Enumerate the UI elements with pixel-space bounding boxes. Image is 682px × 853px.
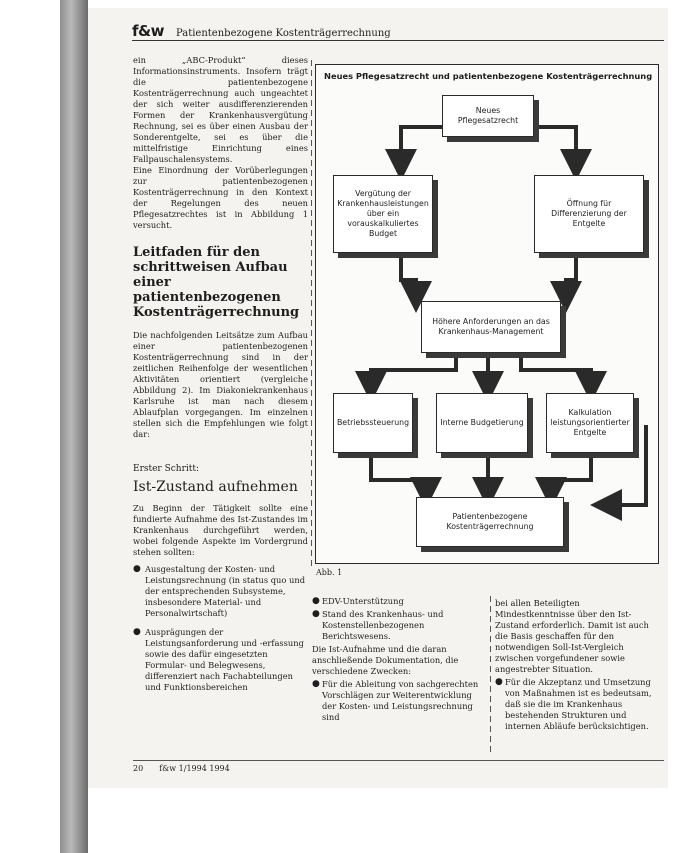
right-paragraph: bei allen Beteiligten Mindestkenntnisse über den Ist-Zustand erforderlich. Damit ist auch die Basis geschaffen für den notwendigen Soll-Ist-Vergleich zwischen vorgefundener sowie angestrebter Situation.: [495, 598, 649, 674]
intro-paragraph-2: Eine Einordnung der Vorüberlegungen zur patientenbezogenen Kostenträgerrechnung in den Kontext der Regelungen des neuen Pflegesatzrechtes ist in Abbildung 1 versucht.: [133, 165, 308, 230]
figure-caption: Abb. 1: [316, 568, 343, 577]
book-binding-shadow: [60, 0, 88, 853]
arrow-left-middle: [401, 255, 416, 297]
page-number: 20: [133, 764, 144, 773]
figure-diagram: [315, 64, 659, 564]
page-header: [132, 22, 664, 41]
bullet-icon: ●: [133, 627, 141, 637]
list-item: ● Für die Ableitung von sachgerechten Vorschlägen zur Weiterentwicklung der Kosten- und Leistungsrechnung sind: [312, 679, 479, 722]
page-footer: [133, 760, 664, 773]
intro-paragraph: ein „ABC-Produkt“ dieses Informationsinstruments. Insofern trägt die patientenbezogene Kostenträgerrechnung auch ungeachtet der sich weiter ausdifferenzierenden Formen der Krankenhausvergütung Rechnung, sei es über einen Ausbau der Sonderentgelte, sei es über die mittelfristige Einrichtung eines Fallpauschalensystems.: [133, 55, 308, 164]
column-rule: [311, 60, 312, 570]
diagram-title: Neues Pflegesatzrecht und patientenbezogene Kostenträgerrechnung: [324, 71, 653, 81]
body-paragraph: Die nachfolgenden Leitsätze zum Aufbau einer patientenbezogenen Kostenträgerrechnung sind in der zeitlichen Reihenfolge der wesentlichen Aktivitäten orientiert (vergleiche Abbildung 2). Im Diakoniekrankenhaus Karlsruhe ist man nach diesem Ablaufplan vorgegangen. Im einzelnen stellen sich die Empfehlungen wie folgt dar:: [133, 330, 308, 439]
middle-paragraph: Die Ist-Aufnahme und die daran anschließende Dokumentation, die verschiedene Zwecken:: [312, 644, 459, 676]
box-neues-pflegesatzrecht: Neues Pflegesatzrecht: [442, 95, 534, 137]
box-interne-budgetierung: Interne Budgetierung: [436, 393, 528, 453]
column-rule-2: [490, 596, 491, 756]
bullet-icon: ●: [312, 609, 320, 619]
list-item: ● Ausgestaltung der Kosten- und Leistungsrechnung (in status quo und der entsprechenden Subsysteme, insbesondere Material- und Personalwirtschaft): [133, 564, 306, 618]
bullet-icon: ●: [495, 677, 503, 687]
box-hoehere-anforderungen: Höhere Anforderungen an das Krankenhaus-Management: [421, 301, 561, 353]
issue-info: f&w 1/1994 1994: [159, 764, 230, 773]
list-item: ● Für die Akzeptanz und Umsetzung von Maßnahmen ist es bedeutsam, daß sie die im Krankenhaus bestehenden Strukturen und internen Abläufe berücksichtigen.: [495, 677, 652, 731]
list-item: ● Stand des Krankenhaus- und Kostenstellenbezogenen Berichtswesens.: [312, 609, 444, 641]
bullet-icon: ●: [312, 596, 320, 606]
running-title: Patientenbezogene Kostenträgerrechnung: [175, 28, 391, 39]
bullet-icon: ●: [133, 564, 141, 574]
box-kalkulation: Kalkulation leistungsorientierter Entgelte: [546, 393, 634, 453]
list-item: ● EDV-Unterstützung: [312, 596, 404, 606]
bullet-icon: ●: [312, 679, 320, 689]
box-kostentraegerrechnung: Patientenbezogene Kostenträgerrechnung: [416, 497, 564, 547]
right-column: [495, 596, 655, 734]
box-verguetung: Vergütung der Krankenhausleistungen über ein vorauskalkuliertes Budget: [333, 175, 433, 253]
arrow-right-middle: [566, 255, 576, 297]
arrow-middle-b1: [371, 355, 456, 387]
section-heading: Leitfaden für den schrittweisen Aufbau einer patientenbezogenen Kostenträgerrechnung: [133, 245, 300, 320]
step-paragraph: Zu Beginn der Tätigkeit sollte eine fundierte Aufnahme des Ist-Zustandes im Krankenhaus durchgeführt werden, wobei folgende Aspekte im Vordergrund stehen sollten:: [133, 503, 308, 557]
arrow-middle-b3: [521, 355, 591, 387]
box-betriebssteuerung: Betriebssteuerung: [333, 393, 413, 453]
journal-logo: f&w: [132, 22, 164, 40]
step-kicker: Erster Schritt:: [133, 464, 200, 474]
aspect-list: [133, 564, 308, 693]
box-oeffnung: Öffnung für Differenzierung der Entgelte: [534, 175, 644, 253]
arrow-b3-bottom: [551, 457, 591, 493]
middle-column: [312, 596, 487, 725]
arrow-b1-bottom: [371, 457, 426, 493]
left-column: [133, 55, 308, 701]
step-subheading: Ist-Zustand aufnehmen: [133, 479, 298, 495]
list-item: ● Ausprägungen der Leistungsanforderung und -erfassung sowie des dafür eingesetzten Formular- und Belegwesens, differenziert nach Fachabteilungen und Funktionsbereichen: [133, 627, 304, 692]
